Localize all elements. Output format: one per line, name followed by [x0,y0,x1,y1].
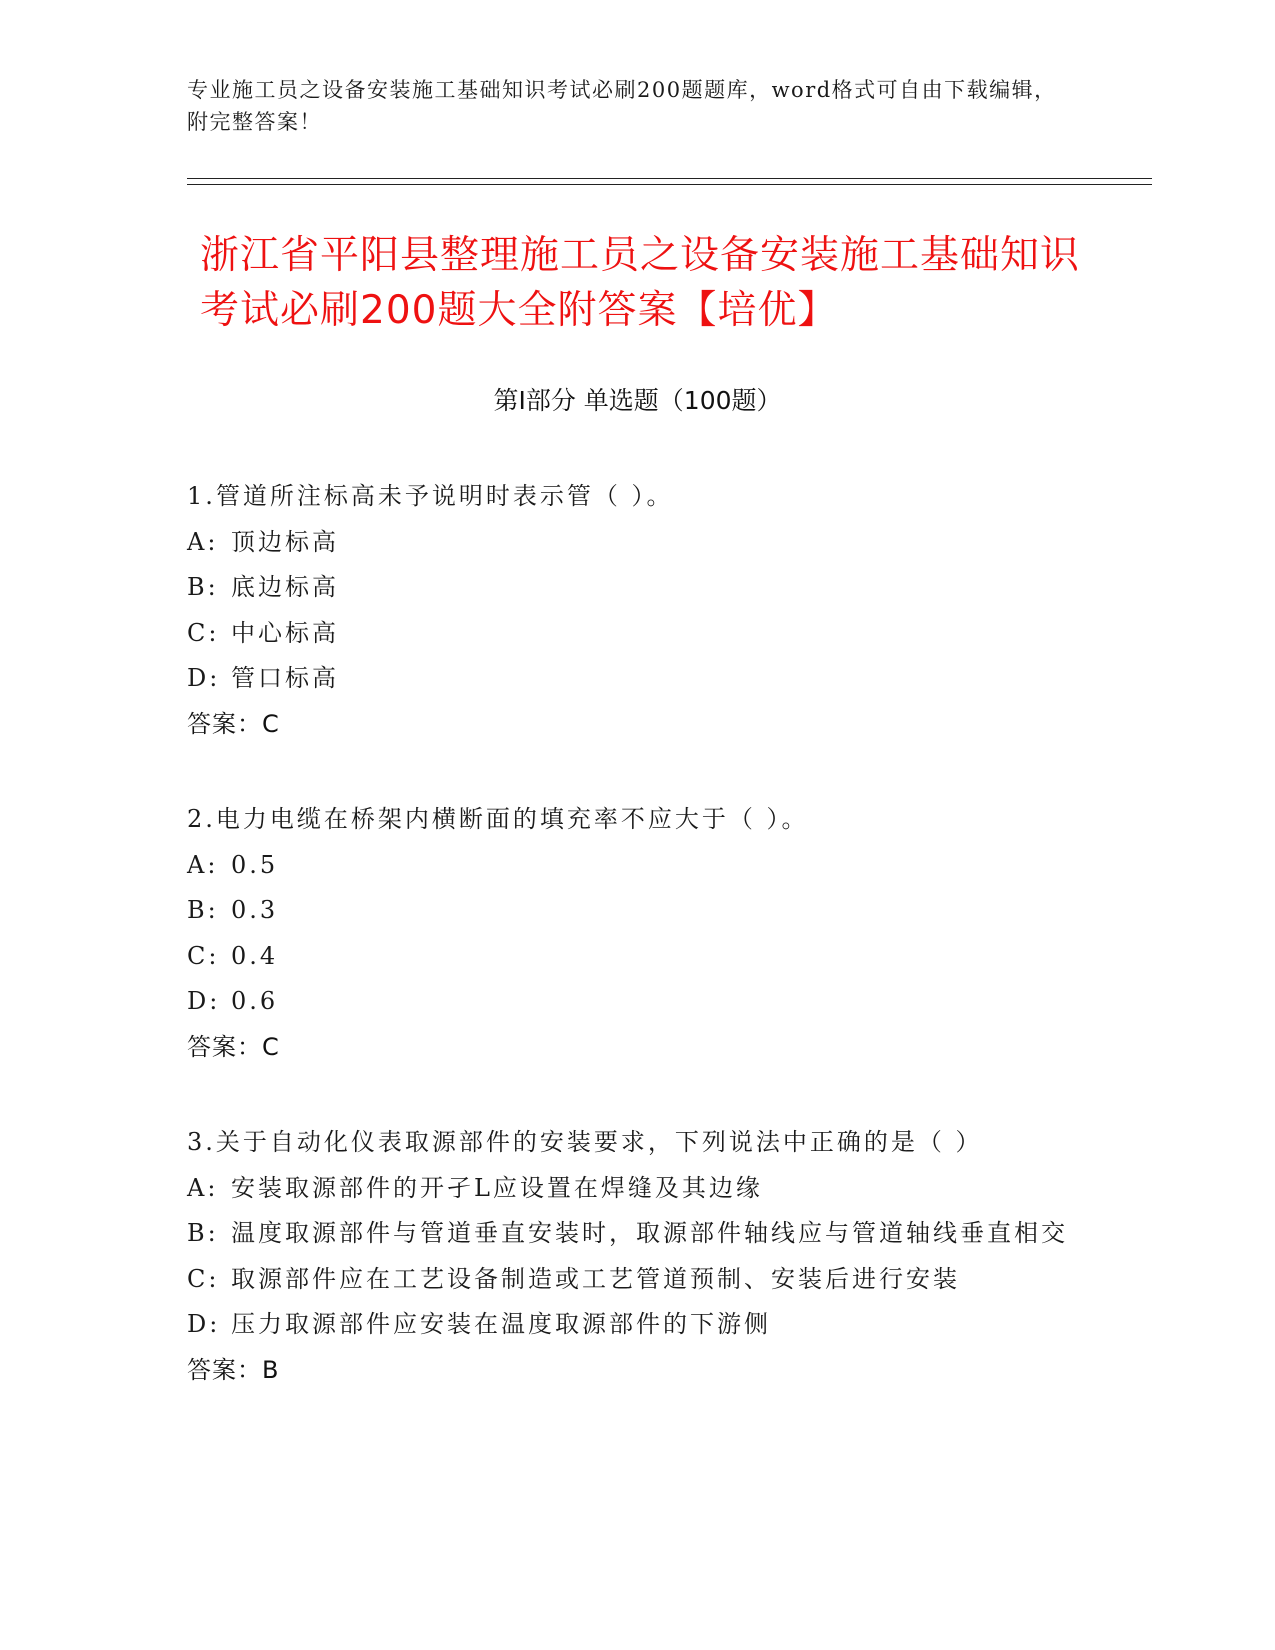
header-divider-top [187,178,1152,179]
answer-line [187,1025,1087,1071]
option-text: 顶边标高 [231,527,339,556]
option-a [187,1166,1087,1212]
option-c [187,934,1087,980]
option-text: 取源部件应在工艺设备制造或工艺管道预制、安装后进行安装 [231,1264,960,1293]
option-text: 0.5 [231,850,279,879]
answer-label: 答案： [187,1355,262,1384]
option-key: B: [187,1219,219,1247]
option-b [187,888,1087,934]
option-key: A: [187,850,219,879]
section-heading: 第Ⅰ部分 单选题（100题） [493,386,782,415]
option-d [187,979,1087,1025]
option-key: B: [187,896,219,924]
option-text: 压力取源部件应安装在温度取源部件的下游侧 [231,1310,771,1338]
option-text: 0.6 [231,987,279,1015]
answer-line [187,702,1087,748]
option-key: D: [187,987,221,1015]
answer-value: C [262,709,280,738]
question-stem: 1.管道所注标高未予说明时表示管（ ）。 [187,482,674,510]
option-text: 中心标高 [231,618,339,647]
option-text: 底边标高 [231,573,339,601]
answer-value: B [262,1355,280,1384]
question-stem: 3.关于自动化仪表取源部件的安装要求，下列说法中正确的是（ ） [187,1128,983,1156]
header-divider-bottom [187,184,1152,185]
header-note: 专业施工员之设备安装施工基础知识考试必刷200题题库，word格式可自由下载编辑，附完整答案！ [187,78,1057,134]
option-text: 0.3 [231,896,279,924]
option-d [187,656,1087,702]
option-text: 安装取源部件的开孑L应设置在焊缝及其边缘 [231,1173,763,1202]
question-3 [187,1120,1087,1393]
option-text: 0.4 [231,941,279,970]
option-key: A: [187,1173,219,1202]
answer-line [187,1348,1087,1394]
question-1 [187,474,1087,747]
option-key: D: [187,664,221,692]
option-a [187,520,1087,566]
document-title: 浙江省平阳县整理施工员之设备安装施工基础知识考试必刷200题大全附答案【培优】 [200,233,1081,333]
question-stem: 2.电力电缆在桥架内横断面的填充率不应大于（ ）。 [187,805,809,833]
option-b [187,1211,1087,1257]
option-b [187,565,1087,611]
option-key: C: [187,941,220,970]
option-key: C: [187,1264,220,1293]
answer-label: 答案： [187,709,262,738]
option-c [187,611,1087,657]
option-key: D: [187,1310,221,1338]
question-2 [187,797,1087,1070]
option-d [187,1302,1087,1348]
option-key: A: [187,527,219,556]
answer-label: 答案： [187,1032,262,1061]
option-key: B: [187,573,219,601]
option-text: 温度取源部件与管道垂直安装时，取源部件轴线应与管道轴线垂直相交 [231,1219,1068,1247]
question-list [187,474,1087,1443]
option-a [187,843,1087,889]
option-key: C: [187,618,220,647]
option-text: 管口标高 [231,664,339,692]
answer-value: C [262,1032,280,1061]
option-c [187,1257,1087,1303]
